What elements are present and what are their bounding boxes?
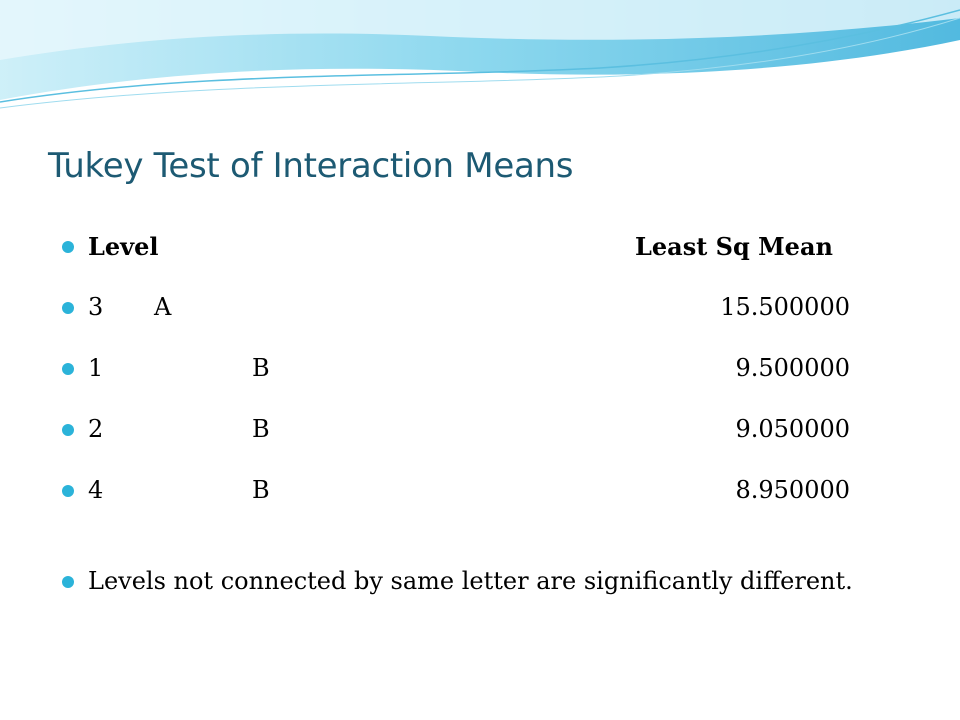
level-value: 3 xyxy=(88,293,104,321)
mean-value: 15.500000 xyxy=(720,293,850,321)
slide-content xyxy=(62,232,922,628)
level-value: 4 xyxy=(88,476,104,504)
bullet-icon xyxy=(62,241,74,253)
list-item xyxy=(62,476,922,537)
list-item xyxy=(62,415,922,476)
significance-note: Levels not connected by same letter are significantly different. xyxy=(88,567,853,595)
group-letter: B xyxy=(252,476,270,504)
level-value: 1 xyxy=(88,354,104,382)
group-letter: A xyxy=(154,293,172,321)
list-item xyxy=(62,354,922,415)
note-item xyxy=(62,567,922,628)
mean-value: 9.050000 xyxy=(735,415,850,443)
mean-value: 8.950000 xyxy=(735,476,850,504)
header-row xyxy=(62,232,922,293)
level-value: 2 xyxy=(88,415,104,443)
group-letter: B xyxy=(252,415,270,443)
level-column-header: Level xyxy=(88,232,159,261)
header-wave-decoration xyxy=(0,0,960,120)
mean-column-header: Least Sq Mean xyxy=(635,232,833,261)
bullet-icon xyxy=(62,576,74,588)
mean-value: 9.500000 xyxy=(735,354,850,382)
group-letter: B xyxy=(252,354,270,382)
list-item xyxy=(62,293,922,354)
slide-title: Tukey Test of Interaction Means xyxy=(48,146,574,186)
